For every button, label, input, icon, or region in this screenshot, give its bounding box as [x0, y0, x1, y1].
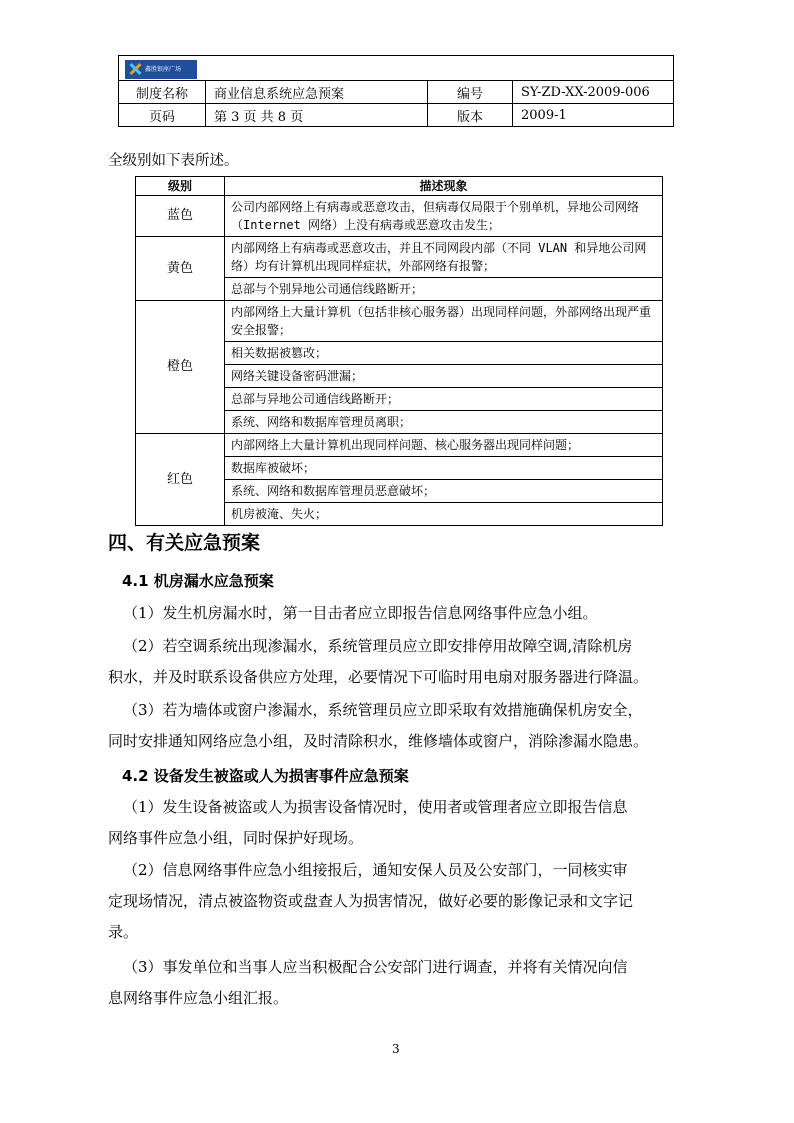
header-key-value: SY-ZD-XX-2009-006 — [513, 81, 674, 104]
level-cell: 黄色 — [136, 237, 225, 301]
description-cell: 公司内部网络上有病毒或恶意攻击，但病毒仅局限于个别单机，异地公司网络（Internet 网络）上没有病毒或恶意攻击发生； — [225, 196, 663, 237]
column-header: 级别 — [136, 177, 225, 196]
column-header: 描述现象 — [225, 177, 663, 196]
paragraph-line: （1）发生机房漏水时，第一目击者应立即报告信息网络事件应急小组。 — [123, 604, 598, 622]
table-row — [136, 196, 663, 237]
header-row-page — [119, 104, 674, 127]
paragraph-line: （3）事发单位和当事人应当积极配合公安部门进行调查，并将有关情况向信 — [123, 958, 628, 976]
header-label: 页码 — [119, 104, 206, 127]
document-header-table — [118, 55, 674, 127]
paragraph-line: （3）若为墙体或窗户渗漏水，系统管理员应立即采取有效措施确保机房安全， — [123, 701, 643, 719]
logo-text: 鑫胜银座广场 — [145, 65, 182, 73]
paragraph-line: 息网络事件应急小组汇报。 — [108, 989, 289, 1007]
header-key-value: 2009-1 — [513, 104, 674, 127]
paragraph-line: （1）发生设备被盗或人为损害设备情况时，使用者或管理者应立即报告信息 — [123, 798, 628, 816]
section-heading: 四、有关应急预案 — [108, 532, 261, 554]
description-cell: 数据库被破坏； — [225, 457, 663, 480]
header-key: 版本 — [428, 104, 513, 127]
page-number: 3 — [392, 1042, 400, 1056]
paragraph-line: 积水，并及时联系设备供应方处理，必要情况下可临时用电扇对服务器进行降温。 — [108, 668, 649, 686]
description-cell: 内部网络上大量计算机（包括非核心服务器）出现同样问题，外部网络出现严重安全报警； — [225, 301, 663, 342]
paragraph — [108, 952, 690, 1014]
description-cell: 系统、网络和数据库管理员离职； — [225, 411, 663, 434]
description-cell: 内部网络上有病毒或恶意攻击，并且不同网段内部（不同 VLAN 和异地公司网络）均有计算机出现同样症状，外部网络有报警； — [225, 237, 663, 278]
paragraph — [108, 855, 690, 948]
paragraph-line: 同时安排通知网络应急小组，及时清除积水，维修墙体或窗户，消除渗漏水隐患。 — [108, 732, 649, 750]
table-row — [136, 434, 663, 457]
level-cell: 红色 — [136, 434, 225, 526]
description-cell: 机房被淹、失火； — [225, 503, 663, 526]
level-cell: 橙色 — [136, 301, 225, 434]
description-cell: 系统、网络和数据库管理员恶意破坏； — [225, 480, 663, 503]
paragraph-line: 录。 — [108, 923, 139, 941]
subsection-heading: 4.1 机房漏水应急预案 — [122, 572, 274, 590]
level-cell: 蓝色 — [136, 196, 225, 237]
paragraph-line: 网络事件应急小组，同时保护好现场。 — [108, 829, 364, 847]
header-key: 编号 — [428, 81, 513, 104]
paragraph — [108, 792, 690, 854]
description-cell: 相关数据被篡改； — [225, 342, 663, 365]
paragraph-line: （2）信息网络事件应急小组接报后，通知安保人员及公安部门，一同核实审 — [123, 861, 628, 879]
subsection-heading: 4.2 设备发生被盗或人为损害事件应急预案 — [122, 767, 409, 785]
header-value: 商业信息系统应急预案 — [206, 81, 428, 104]
header-value: 第 3 页 共 8 页 — [206, 104, 428, 127]
company-logo — [125, 60, 197, 79]
intro-text: 全级别如下表所述。 — [108, 153, 239, 169]
table-row — [136, 301, 663, 342]
paragraph-line: （2）若空调系统出现渗漏水，系统管理员应立即安排停用故障空调,清除机房 — [123, 637, 633, 655]
description-cell: 内部网络上大量计算机出现同样问题、核心服务器出现同样问题； — [225, 434, 663, 457]
header-row-name — [119, 81, 674, 104]
description-cell: 总部与异地公司通信线路断开； — [225, 388, 663, 411]
description-cell: 总部与个别异地公司通信线路断开； — [225, 278, 663, 301]
alert-level-table — [135, 176, 663, 526]
paragraph — [108, 598, 690, 629]
table-row — [136, 237, 663, 278]
logo-row — [119, 56, 674, 81]
logo-mark-icon — [128, 62, 142, 76]
paragraph — [108, 631, 690, 693]
table-header-row — [136, 177, 663, 196]
paragraph — [108, 695, 690, 757]
paragraph-line: 定现场情况，清点被盗物资或盘查人为损害情况，做好必要的影像记录和文字记 — [108, 892, 634, 910]
header-label: 制度名称 — [119, 81, 206, 104]
description-cell: 网络关键设备密码泄漏； — [225, 365, 663, 388]
